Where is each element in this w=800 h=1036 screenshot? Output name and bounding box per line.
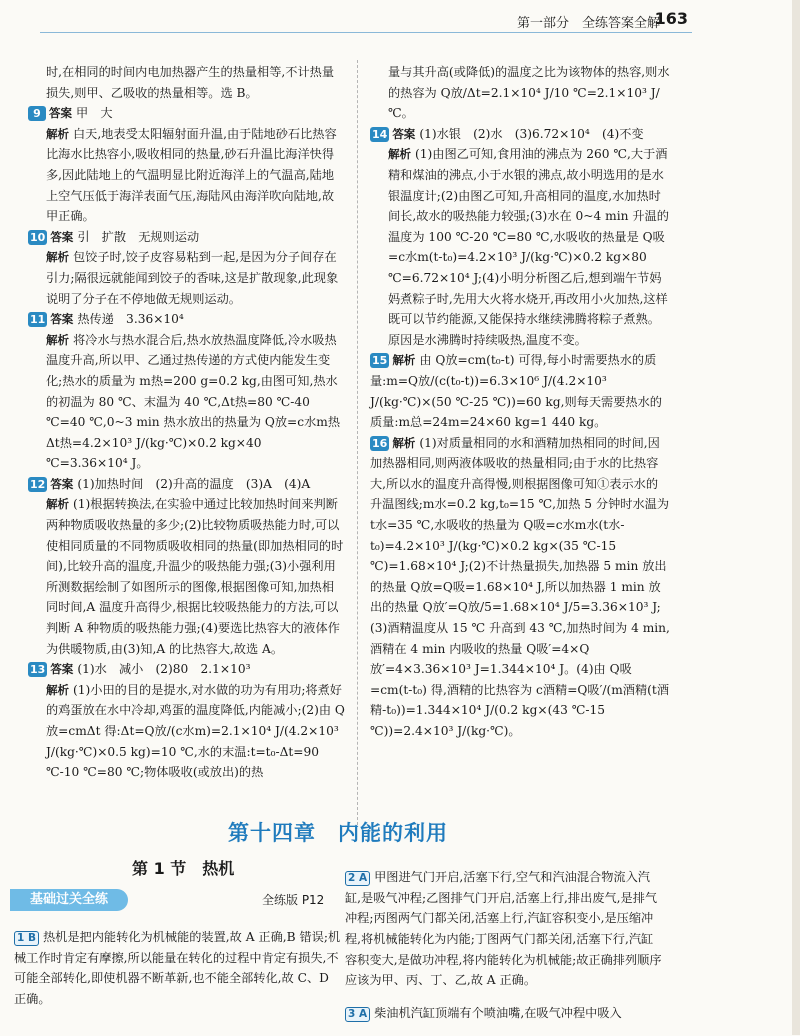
right-column	[370, 62, 670, 742]
question-number: 13	[30, 663, 46, 677]
question-number: 15	[372, 354, 388, 368]
answer-text: (1)水 减小 (2)80 2.1×10³	[77, 662, 251, 677]
answer-text: 热传递 3.36×10⁴	[77, 312, 184, 327]
explanation-label: 解析	[46, 497, 69, 512]
explanation	[370, 144, 670, 350]
explanation	[28, 680, 346, 783]
question-number: 16	[372, 436, 388, 450]
answer-tag: 2 A	[345, 871, 370, 886]
answer-tag: 1 B	[14, 931, 39, 946]
answer-label: 答案	[392, 126, 416, 141]
explanation-text: (1)对质量相同的水和酒精加热相同的时间,因加热器相同,则两液体吸收的热量相同;由于水的比热容大,所以水的温度升高得慢,则根据图像可知①表示水的升温图线;m水=0.2 kg,t₀=15 ℃,加热 5 分钟时水温为 t水=35 ℃,水吸收的热量为 Q吸=c水m水(t水-t₀)=4.2×10³ J/(kg·℃)×0.2 kg×(35 ℃-15 ℃)=1.68×10⁴ J;(2)不计热量损失,加热器 5 min 放出的热量 Q放=Q吸=1.68×10⁴ J,所以加热器 1 min 放出的热量 Q放′=Q放/5=1.68×10⁴ J/5=3.36×10³ J;(3)酒精温度从 15 ℃ 升高到 43 ℃,加热时间为 4 min,酒精在 4 min 内吸收的热量 Q吸′=4×Q放′=4×3.36×10³ J=1.344×10⁴ J。(4)由 Q吸=cm(t-t₀) 得,酒精的比热容为 c酒精=Q吸′/(m酒精(t酒精-t₀))=1.344×10⁴ J/(0.2 kg×(43 ℃-15 ℃))=2.4×10³ J/(kg·℃)。	[370, 435, 670, 738]
answer-text: (1)水银 (2)水 (3)6.72×10⁴ (4)不变	[419, 126, 644, 141]
answer-item	[345, 1003, 665, 1024]
answer-text: 甲 大	[76, 106, 113, 121]
header-title: 第一部分 全练答案全解	[516, 16, 660, 31]
question-number: 10	[30, 230, 46, 244]
column-divider	[357, 60, 358, 825]
answer-line	[28, 474, 346, 495]
answer-text: 柴油机汽缸顶端有个喷油嘴,在吸气冲程中吸入	[374, 1005, 622, 1020]
bottom-left-answers	[14, 915, 344, 1022]
answer-text: (1)加热时间 (2)升高的温度 (3)A (4)A	[77, 476, 311, 491]
bottom-right-answers	[345, 855, 665, 1036]
explanation-label: 解析	[46, 250, 69, 265]
explanation-text: (1)根据转换法,在实验中通过比较加热时间来判断两种物质吸收热量的多少;(2)比较物质吸热能力时,可以使相同质量的不同物质吸收相同的热量(即加热相同的时间),比较升高的温度,升温少的吸热能力强;(3)小强利用所测数据绘制了如图所示的图像,根据图像可知,加热相同时间,A 温度升高得少,根据比较吸热能力的方法,可以判断 A 种物质的吸热能力强;(4)要选比热容大的液体作为供暖物质,由(3)知,A 的比热容大,故选 A。	[46, 497, 344, 656]
answer-line	[28, 659, 346, 680]
answer-text: 甲图进气门开启,活塞下行,空气和汽油混合物流入汽缸,是吸气冲程;乙图排气门开启,活塞上行,排出废气,是排气冲程;丙图两气门都关闭,活塞上行,汽缸容积变小,是压缩冲程,将机械能转化为内能;丁图两气门都关闭,活塞下行,汽缸容积变大,是做功冲程,将内能转化为机械能;故正确排列顺序应该为甲、丙、丁、乙,故 A 正确。	[345, 870, 662, 988]
practice-reference: 全练版 P12	[262, 893, 325, 907]
header-rule	[40, 32, 692, 33]
left-column	[28, 62, 346, 783]
explanation	[28, 247, 346, 309]
explanation-text: (1)由图乙可知,食用油的沸点为 260 ℃,大于酒精和煤油的沸点,小于水银的沸点,故小明选用的是水银温度计;(2)由图乙可知,升高相同的温度,水加热时间长,故水的吸热能力较强;(3)水在 0~4 min 升温的温度为 100 ℃-20 ℃=80 ℃,水吸收的热量是 Q吸=c水m(t-t₀)=4.2×10³ J/(kg·℃)×0.2 kg×80 ℃=6.72×10⁴ J;(4)小明分析图乙后,想到端午节妈妈煮粽子时,先用大火将水烧开,再改用小火加热,这样既可以节约能源,又能保持水继续沸腾将粽子煮熟。原因是水沸腾时持续吸热,温度不变。	[388, 147, 669, 347]
continued-text: 时,在相同的时间内电加热器产生的热量相等,不计热量损失,则甲、乙吸收的热量相等。选 B。	[46, 65, 335, 100]
explanation-label: 解析	[392, 353, 416, 368]
answer-line	[28, 103, 346, 124]
practice-badge: 基础过关全练	[10, 889, 128, 911]
chapter-title: 第十四章 内能的利用	[228, 821, 448, 845]
explanation-label: 解析	[392, 435, 416, 450]
explanation	[28, 330, 346, 474]
answer-label: 答案	[50, 312, 74, 327]
answer-item	[345, 867, 665, 991]
answer-label: 答案	[49, 106, 72, 121]
explanation-text: 由 Q放=cm(t₀-t) 可得,每小时需要热水的质量:m=Q放/(c(t₀-t))=6.3×10⁶ J/(4.2×10³ J/(kg·℃)×(50 ℃-25 ℃))=60 kg,则每天需要热水的质量:m总=24m=24×60 kg=1 440 kg。	[370, 353, 662, 430]
explanation-text: 包饺子时,饺子皮容易粘到一起,是因为分子间存在引力;隔很远就能闻到饺子的香味,这是扩散现象,此现象说明了分子在不停地做无规则运动。	[46, 250, 339, 306]
answer-label: 答案	[50, 476, 74, 491]
question-number: 11	[30, 313, 46, 327]
page-header	[0, 0, 800, 34]
answer-line	[370, 124, 670, 145]
page-number: 163	[654, 9, 688, 28]
question-number: 9	[28, 106, 46, 121]
explanation-label: 解析	[46, 126, 69, 141]
answer-text: 热机是把内能转化为机械能的装置,故 A 正确,B 错误;机械工作时肯定有摩擦,所以能量在转化的过程中肯定有损失,不可能全部转化,即使机器不断革新,也不能全部转化,故 C、D 正确。	[14, 930, 341, 1006]
explanation	[370, 433, 670, 742]
explanation-text: 将冷水与热水混合后,热水放热温度降低,冷水吸热温度升高,所以甲、乙通过热传递的方式使内能发生变化;热水的质量为 m热=200 g=0.2 kg,由图可知,热水的初温为 80 ℃、末温为 40 ℃,Δt热=80 ℃-40 ℃=40 ℃,0~3 min 热水放出的热量为 Q放=c水m热Δt热=4.2×10³ J/(kg·℃)×0.2 kg×40 ℃=3.36×10⁴ J。	[46, 332, 341, 471]
answer-label: 答案	[50, 229, 74, 244]
answer-item	[14, 927, 344, 1009]
explanation-label: 解析	[388, 147, 411, 162]
section-title: 第 1 节 热机	[132, 859, 235, 878]
page-edge	[792, 0, 800, 1035]
explanation	[28, 494, 346, 659]
answer-line	[28, 309, 346, 330]
answer-text: 引 扩散 无规则运动	[77, 229, 200, 244]
explanation-label: 解析	[46, 682, 69, 697]
question-number: 14	[372, 127, 388, 141]
answer-line	[28, 227, 346, 248]
explanation-text: (1)小田的目的是提水,对水做的功为有用功;将煮好的鸡蛋放在水中冷却,鸡蛋的温度降低,内能减小;(2)由 Q放=cmΔt 得:Δt=Q放/(c水m)=2.1×10⁴ J/(4.2×10³ J/(kg·℃)×0.5 kg)=10 ℃,水的末温:t=t₀-Δt=90 ℃-10 ℃=80 ℃;物体吸收(或放出)的热	[46, 682, 345, 780]
question-number: 12	[30, 477, 46, 491]
explanation-label: 解析	[46, 332, 69, 347]
answer-label: 答案	[50, 662, 74, 677]
explanation	[28, 124, 346, 227]
explanation-text: 白天,地表受太阳辐射面升温,由于陆地砂石比热容比海水比热容小,吸收相同的热量,砂石升温比海洋快得多,因此陆地上的气温明显比附近海洋上的气温高,陆地上空气压低于海洋表面气压,海陆风由海洋吹向陆地,故甲正确。	[46, 126, 337, 224]
explanation	[370, 350, 670, 432]
answer-tag: 3 A	[345, 1007, 370, 1022]
continued-text: 量与其升高(或降低)的温度之比为该物体的热容,则水的热容为 Q放/Δt=2.1×10⁴ J/10 ℃=2.1×10³ J/℃。	[388, 65, 670, 121]
